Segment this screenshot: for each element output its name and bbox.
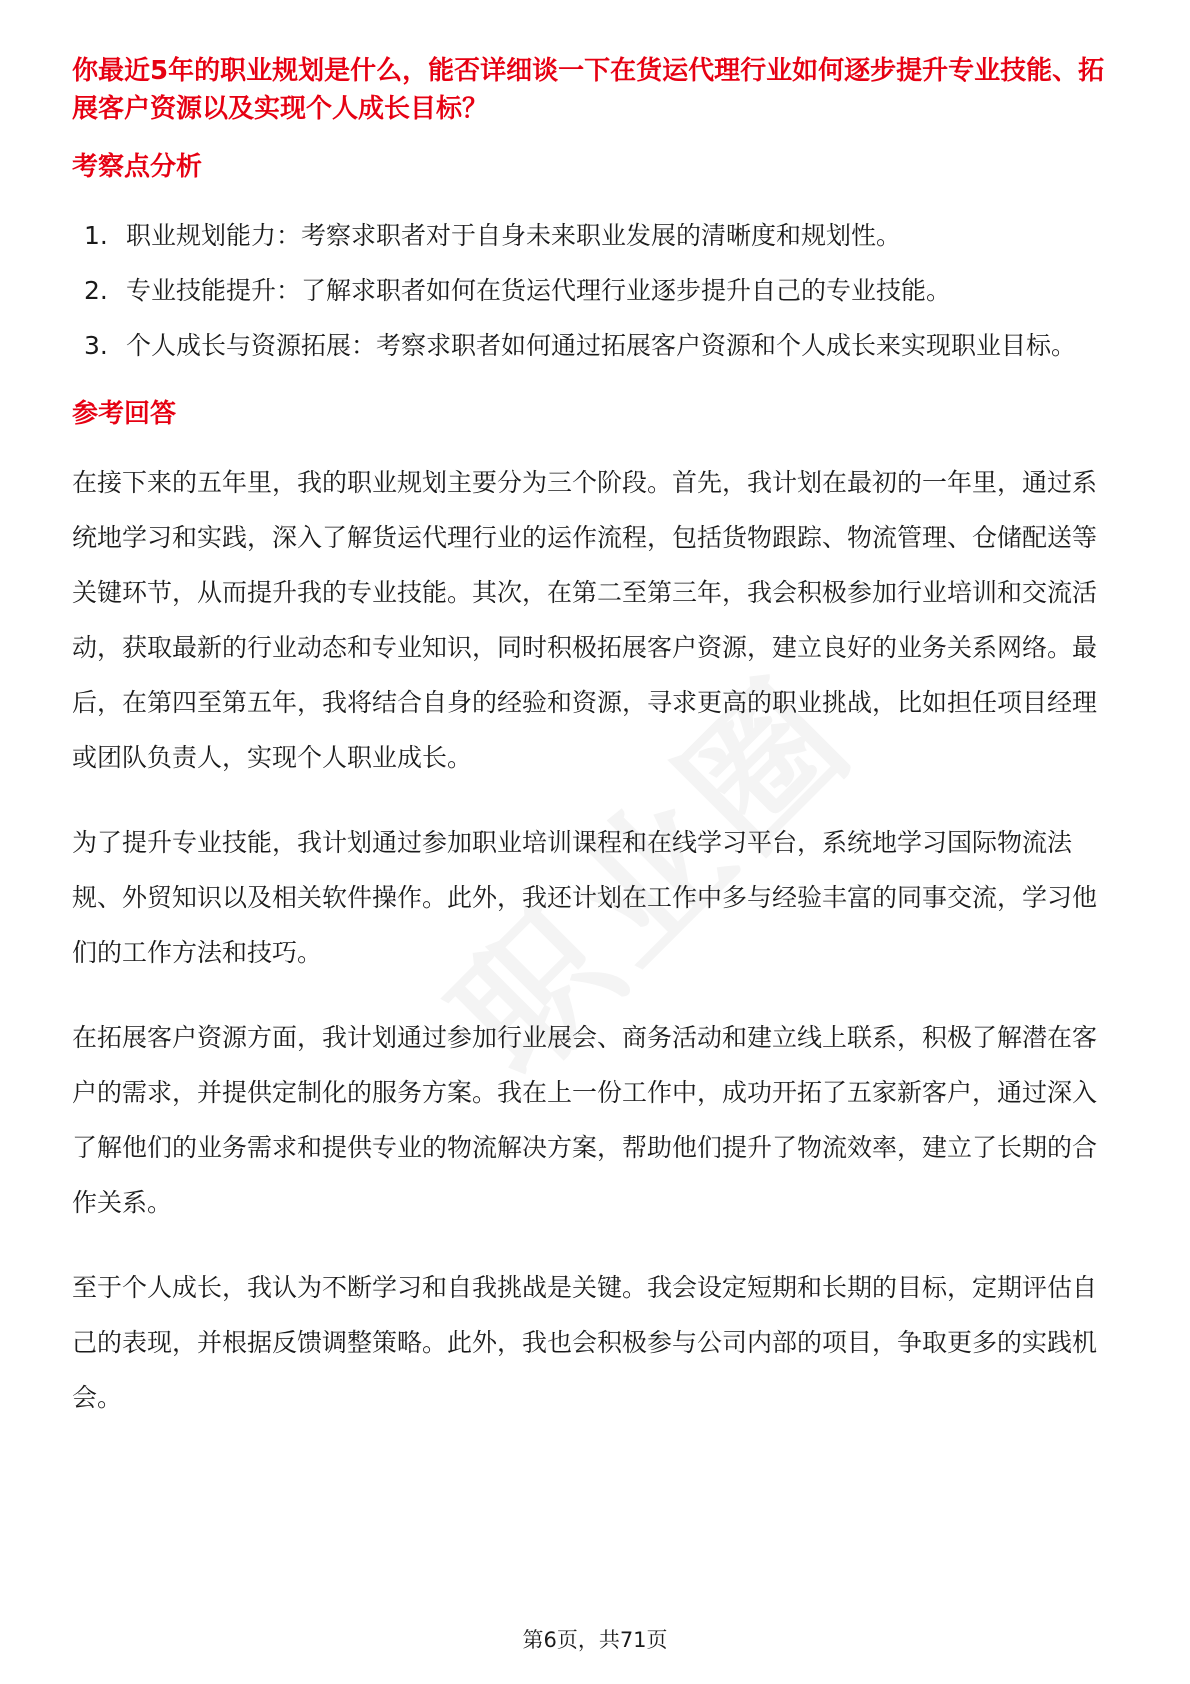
analysis-point [72, 208, 1120, 263]
point-text: 个人成长与资源拓展：考察求职者如何通过拓展客户资源和个人成长来实现职业目标。 [126, 331, 1077, 360]
answer-paragraph: 在拓展客户资源方面，我计划通过参加行业展会、商务活动和建立线上联系，积极了解潜在客户的需求，并提供定制化的服务方案。我在上一份工作中，成功开拓了五家新客户，通过深入了解他们的业务需求和提供专业的物流解决方案，帮助他们提升了物流效率，建立了长期的合作关系。 [72, 1023, 1098, 1217]
page-footer: 第6页，共71页 [522, 1628, 668, 1652]
analysis-point [72, 318, 1120, 373]
point-number: 3. [84, 331, 108, 360]
point-text: 专业技能提升：了解求职者如何在货运代理行业逐步提升自己的专业技能。 [126, 276, 952, 305]
point-text: 职业规划能力：考察求职者对于自身未来职业发展的清晰度和规划性。 [126, 221, 902, 250]
point-number: 1. [84, 221, 108, 250]
document-page [72, 52, 1120, 1425]
analysis-point [72, 263, 1120, 318]
answer-paragraph: 在接下来的五年里，我的职业规划主要分为三个阶段。首先，我计划在最初的一年里，通过系统地学习和实践，深入了解货运代理行业的运作流程，包括货物跟踪、物流管理、仓储配送等关键环节，从而提升我的专业技能。其次，在第二至第三年，我会积极参加行业培训和交流活动，获取最新的行业动态和专业知识，同时积极拓展客户资源，建立良好的业务关系网络。最后，在第四至第五年，我将结合自身的经验和资源，寻求更高的职业挑战，比如担任项目经理或团队负责人，实现个人职业成长。 [72, 468, 1098, 772]
question-title: 你最近5年的职业规划是什么，能否详细谈一下在货运代理行业如何逐步提升专业技能、拓展客户资源以及实现个人成长目标？ [72, 56, 1105, 124]
answer-paragraph: 为了提升专业技能，我计划通过参加职业培训课程和在线学习平台，系统地学习国际物流法规、外贸知识以及相关软件操作。此外，我还计划在工作中多与经验丰富的同事交流，学习他们的工作方法和技巧。 [72, 828, 1098, 967]
answer-heading: 参考回答 [72, 399, 177, 429]
analysis-points-list [72, 208, 1120, 373]
point-number: 2. [84, 276, 108, 305]
answer-paragraph: 至于个人成长，我认为不断学习和自我挑战是关键。我会设定短期和长期的目标，定期评估自己的表现，并根据反馈调整策略。此外，我也会积极参与公司内部的项目，争取更多的实践机会。 [72, 1273, 1098, 1412]
analysis-heading: 考察点分析 [72, 152, 203, 182]
